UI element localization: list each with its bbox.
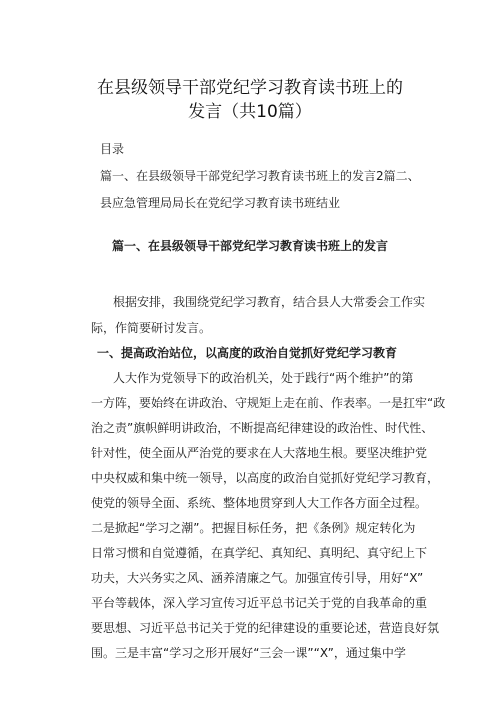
body-line: 人大作为党领导下的政治机关，处于践行“两个维护”的第	[113, 371, 414, 385]
body-line: 治之责”旗帜鲜明讲政治，不断提高纪律建设的政治性、时代性、	[91, 421, 434, 435]
body-line: 使党的领导全面、系统、整体地贯穿到人大工作各方面全过程。	[91, 496, 428, 510]
body-line: 一方阵，要始终在讲政治、守规矩上走在前、作表率。一是扛牢“政	[91, 396, 446, 410]
body-line: 二是掀起“学习之潮”。把握目标任务，把《条例》规定转化为	[91, 521, 416, 535]
body-line: 日常习惯和自觉遵循，在真学纪、真知纪、真明纪、真守纪上下	[91, 546, 428, 560]
body-line: 围。三是丰富“学习之形开展好“三会一课”“X”，通过集中学	[91, 646, 406, 660]
body-line: 针对性，使全面从严治党的要求在人大落地生根。要坚决维护党	[91, 446, 428, 460]
toc-entry-line-2: 县应急管理局局长在党纪学习教育读书班结业	[100, 196, 341, 210]
body-line: 要思想、习近平总书记关于党的纪律建设的重要论述，营造良好氛	[91, 621, 440, 635]
toc-heading: 目录	[100, 142, 125, 156]
document-title-line-2: 发言（共10篇）	[188, 102, 312, 122]
body-line: 根据安排，我围绕党纪学习教育，结合县人大常委会工作实	[113, 295, 426, 309]
body-line: 功夫，大兴务实之风、涵养清廉之气。加强宣传引导，用好“X”	[91, 571, 424, 585]
body-line: 中央权威和集中统一领导，以高度的政治自觉抓好党纪学习教育，	[91, 471, 440, 485]
body-line: 际，作简要研讨发言。	[91, 321, 212, 335]
section-heading: 篇一、在县级领导干部党纪学习教育读书班上的发言	[111, 239, 388, 253]
document-title-line-1: 在县级领导干部党纪学习教育读书班上的	[97, 78, 403, 98]
toc-entry-line-1: 篇一、在县级领导干部党纪学习教育读书班上的发言2篇二、	[100, 169, 420, 183]
subsection-heading: 一、提高政治站位，以高度的政治自觉抓好党纪学习教育	[97, 346, 398, 360]
body-line: 平台等载体，深入学习宣传习近平总书记关于党的自我革命的重	[91, 596, 428, 610]
